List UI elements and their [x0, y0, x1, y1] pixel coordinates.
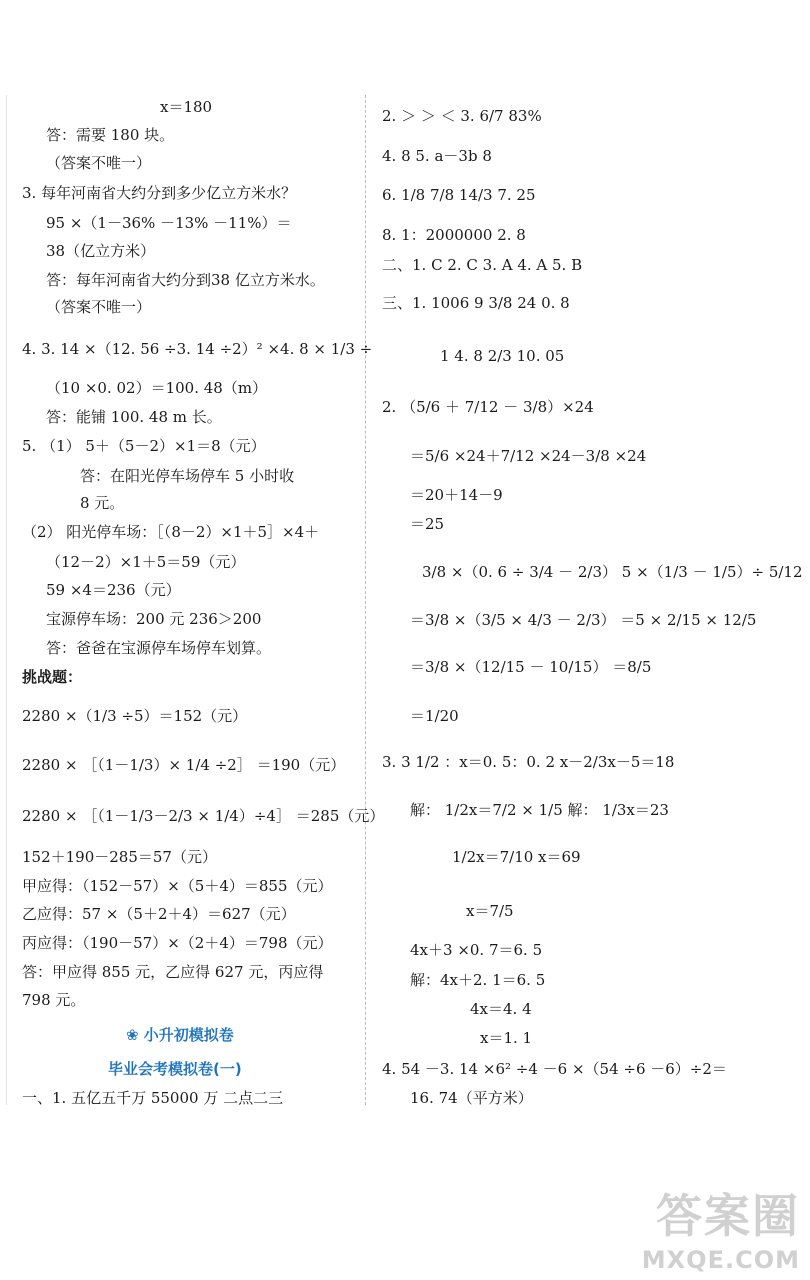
answer-line: 1 4. 8 2/3 10. 05 — [440, 347, 565, 365]
eq-line: 2. （5/6 ＋ 7/12 － 3/8）×24 — [382, 398, 594, 416]
eq-line: 2280 × ［（1－1/3－2/3 × 1/4）÷4］ ＝285（元） — [22, 807, 385, 825]
exam-title: 毕业会考模拟卷(一) — [108, 1060, 242, 1078]
answer-line: 答：爸爸在宝源停车场停车划算。 — [46, 639, 272, 657]
eq-line: 152＋190－285＝57（元） — [22, 848, 217, 866]
eq-line: ＝1/20 — [410, 707, 459, 725]
watermark-logo: 答案圈 — [656, 1189, 800, 1243]
eq-line: 2280 × ［（1－1/3）× 1/4 ÷2］ ＝190（元） — [22, 756, 346, 774]
answer-line: 二、1. C 2. C 3. A 4. A 5. B — [382, 256, 583, 274]
question-line: 3. 每年河南省大约分到多少亿立方米水？ — [22, 184, 297, 202]
eq-line: 甲应得：（152－57）×（5＋4）＝855（元） — [22, 877, 333, 895]
eq-line: 3. 3 1/2 ：x＝0. 5：0. 2 x－2/3x－5＝18 — [382, 753, 675, 771]
eq-line: 宝源停车场：200 元 236＞200 — [46, 610, 262, 628]
column-divider — [365, 95, 366, 1105]
eq-line: 解：4x＋2. 1＝6. 5 — [410, 971, 546, 989]
eq-line: 38（亿立方米） — [46, 242, 156, 260]
answer-line: 答：在阳光停车场停车 5 小时收 — [80, 467, 295, 485]
eq-line: 4x＋3 ×0. 7＝6. 5 — [410, 941, 543, 959]
eq-line: 乙应得：57 ×（5＋2＋4）＝627（元） — [22, 905, 296, 923]
answer-line: 三、1. 1006 9 3/8 24 0. 8 — [382, 294, 570, 312]
section-title — [126, 1025, 234, 1045]
eq-line: 5. （1） 5＋（5－2）×1＝8（元） — [22, 437, 266, 455]
eq-line: 丙应得：（190－57）×（2＋4）＝798（元） — [22, 934, 333, 952]
answer-line: 答：能铺 100. 48 m 长。 — [46, 408, 222, 426]
eq-line: ＝3/8 ×（12/15 － 10/15） ＝8/5 — [410, 658, 652, 676]
eq-line: 解： 1/2x＝7/2 × 1/5 解： 1/3x＝23 — [410, 801, 669, 819]
eq-line: ＝25 — [410, 515, 445, 533]
answer-line: 答：需要 180 块。 — [46, 126, 175, 144]
watermark — [642, 1180, 800, 1274]
answer-line: 6. 1/8 7/8 14/3 7. 25 — [382, 186, 536, 204]
note-line: （答案不唯一） — [46, 154, 152, 172]
answer-line: 4. 8 5. a－3b 8 — [382, 147, 492, 165]
answer-line: 8. 1：2000000 2. 8 — [382, 226, 526, 244]
left-margin-rule — [6, 95, 7, 1105]
challenge-heading: 挑战题： — [22, 668, 83, 686]
eq-line: 4x＝4. 4 — [470, 1000, 532, 1018]
eq-line: （10 ×0. 02）＝100. 48（m） — [46, 379, 268, 397]
answer-line: 答：甲应得 855 元，乙应得 627 元，丙应得 — [22, 963, 324, 981]
answer-line: 答：每年河南省大约分到38 亿立方米水。 — [46, 271, 325, 289]
eq-line: 4. 3. 14 ×（12. 56 ÷3. 14 ÷2）² ×4. 8 × 1/3 ÷ — [22, 340, 373, 358]
eq-line: x＝1. 1 — [480, 1029, 533, 1047]
answer-line: 一、1. 五亿五千万 55000 万 二点二三 — [22, 1089, 284, 1107]
eq-line: 4. 54 －3. 14 ×6² ÷4 －6 ×（54 ÷6 －6）÷2＝ — [382, 1060, 727, 1078]
paw-icon: ❀ — [126, 1026, 144, 1044]
note-line: （答案不唯一） — [46, 298, 152, 316]
eq-line: x＝180 — [160, 98, 213, 116]
answer-line: 798 元。 — [22, 991, 86, 1009]
eq-line: （12－2）×1＋5＝59（元） — [46, 553, 246, 571]
eq-line: ＝3/8 ×（3/5 × 4/3 － 2/3） ＝5 × 2/15 × 12/5 — [410, 611, 757, 629]
section-title-text: 小升初模拟卷 — [143, 1026, 234, 1044]
eq-line: 1/2x＝7/10 x＝69 — [452, 848, 581, 866]
eq-line: 3/8 ×（0. 6 ÷ 3/4 － 2/3） 5 ×（1/3 － 1/5）÷ 5/12 — [422, 563, 803, 581]
eq-line: ＝20＋14－9 — [410, 486, 503, 504]
answer-line: 2. ＞ ＞ ＜ 3. 6/7 83% — [382, 107, 542, 125]
eq-line: ＝5/6 ×24＋7/12 ×24－3/8 ×24 — [410, 447, 647, 465]
answer-line: 8 元。 — [80, 494, 125, 512]
watermark-url: MXQE.COM — [641, 1246, 800, 1274]
eq-line: 2280 ×（1/3 ÷5）＝152（元） — [22, 707, 248, 725]
eq-line: x＝7/5 — [466, 902, 514, 920]
eq-line: 59 ×4＝236（元） — [46, 581, 181, 599]
eq-line: 95 ×（1－36% －13% －11%）＝ — [46, 214, 292, 232]
eq-line: 16. 74（平方米） — [410, 1089, 533, 1107]
eq-line: （2） 阳光停车场：［（8－2）×1＋5］×4＋ — [22, 523, 320, 541]
